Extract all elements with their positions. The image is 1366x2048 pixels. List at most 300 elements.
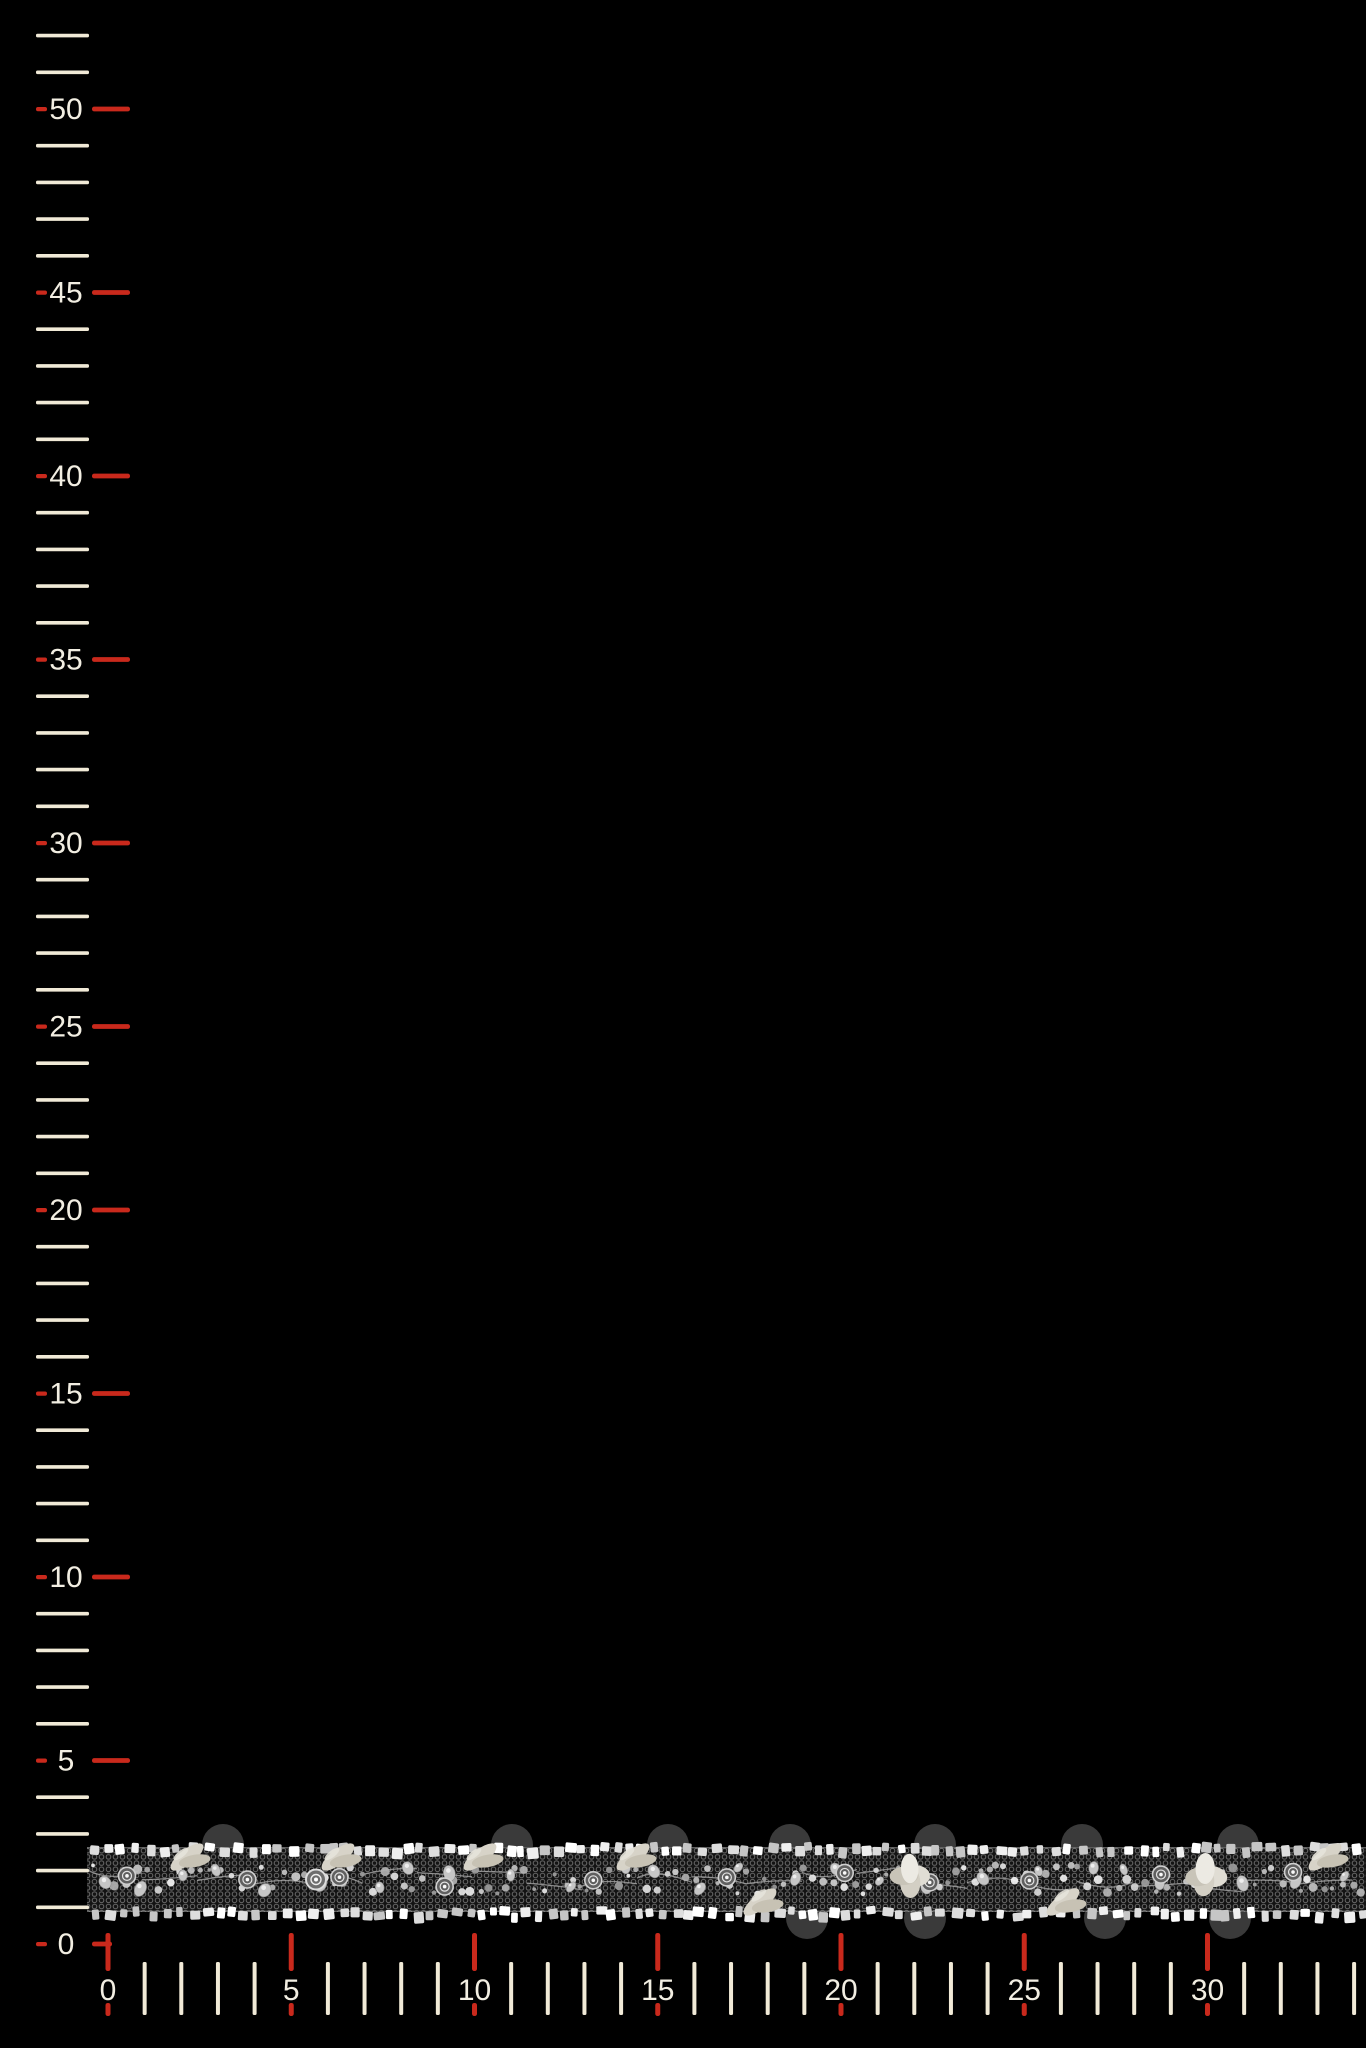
edge-bead [945, 1846, 953, 1857]
edge-bead [981, 1911, 989, 1921]
edge-bead [807, 1909, 818, 1921]
edge-bead [554, 1846, 564, 1857]
bead [259, 1865, 264, 1870]
bead [1060, 1875, 1067, 1882]
edge-bead [283, 1908, 293, 1918]
cm-minor-tick [36, 805, 89, 809]
bead [743, 1868, 749, 1874]
cm-label: 10 [457, 1974, 492, 2007]
edge-bead [711, 1843, 722, 1853]
edge-bead [818, 1912, 828, 1923]
pearl-highlight [1091, 1864, 1095, 1868]
accent-dash-short [36, 1392, 47, 1396]
edge-bead [365, 1845, 375, 1856]
accent-tick-tall [1205, 1933, 1210, 1971]
edge-bead [295, 1910, 306, 1921]
cm-minor-tick [1242, 1962, 1246, 2015]
cm-minor-tick [1279, 1962, 1283, 2015]
cm-minor-tick [36, 144, 89, 148]
bead [401, 1882, 408, 1889]
cm-minor-tick [36, 694, 89, 698]
cm-minor-tick [1132, 1962, 1136, 2015]
edge-bead [373, 1911, 385, 1920]
bead [485, 1884, 493, 1892]
edge-bead [499, 1906, 510, 1916]
edge-bead [131, 1843, 139, 1853]
cm-minor-tick [36, 438, 89, 442]
edge-bead [672, 1846, 682, 1855]
cm-minor-tick [1169, 1962, 1173, 2015]
cm-minor-tick [36, 951, 89, 955]
cm-minor-tick [1096, 1962, 1100, 2015]
pearl-highlight [980, 1874, 984, 1878]
bead [1164, 1884, 1170, 1890]
bead [585, 1889, 589, 1893]
edge-bead [966, 1909, 976, 1918]
edge-bead [1099, 1906, 1109, 1915]
edge-bead [614, 1842, 623, 1853]
edge-bead [739, 1845, 748, 1857]
edge-bead [120, 1909, 128, 1918]
edge-bead [340, 1908, 349, 1917]
accent-dash-short [36, 1942, 47, 1946]
bead [987, 1866, 993, 1872]
cm-minor-tick [36, 1318, 89, 1322]
edge-bead [1176, 1847, 1184, 1858]
edge-bead [1191, 1843, 1201, 1854]
edge-bead [861, 1845, 872, 1856]
edge-bead [227, 1906, 236, 1917]
edge-bead [1273, 1910, 1282, 1919]
cm-minor-tick [36, 548, 89, 552]
edge-bead [1087, 1908, 1097, 1920]
edge-bead [1152, 1847, 1159, 1858]
edge-bead [692, 1906, 704, 1917]
bead [1299, 1889, 1303, 1893]
cm-minor-tick [509, 1962, 513, 2015]
cm-label: 25 [1007, 1974, 1041, 2007]
edge-bead [238, 1911, 248, 1921]
edge-bead [437, 1909, 449, 1919]
cm-label: 40 [49, 460, 83, 494]
edge-bead [581, 1910, 589, 1920]
bead [465, 1887, 474, 1896]
cm-minor-tick [986, 1962, 990, 2015]
edge-bead [511, 1912, 518, 1922]
edge-bead [922, 1846, 933, 1856]
pearl-highlight [405, 1864, 409, 1868]
edge-bead [520, 1907, 531, 1918]
edge-bead [104, 1844, 113, 1853]
edge-bead [1344, 1912, 1356, 1924]
cm-minor-tick [36, 1465, 89, 1469]
edge-bead [1214, 1843, 1221, 1852]
net-band-bottom-edge [87, 1911, 1366, 1912]
cm-minor-tick [326, 1962, 330, 2015]
cm-minor-tick [36, 1649, 89, 1653]
cm-minor-tick [36, 401, 89, 405]
bead [1131, 1883, 1139, 1891]
accent-dash-long [92, 107, 130, 112]
pearl-highlight [508, 1871, 511, 1874]
bead [144, 1867, 150, 1873]
edge-bead [1200, 1908, 1208, 1919]
pearl-highlight [877, 1878, 880, 1881]
bead [1177, 1891, 1181, 1895]
edge-bead [898, 1844, 906, 1853]
edge-bead [1315, 1912, 1325, 1924]
sequin-rosette-center [1028, 1879, 1032, 1883]
edge-bead [413, 1912, 424, 1924]
accent-dash-long [92, 1391, 130, 1396]
edge-bead [490, 1907, 497, 1915]
edge-bead [622, 1907, 630, 1918]
cm-minor-tick [1315, 1962, 1319, 2015]
bead [1116, 1885, 1122, 1891]
pearl-highlight [736, 1864, 739, 1867]
cm-minor-tick [36, 878, 89, 882]
cm-label: 30 [49, 827, 83, 861]
edge-bead [467, 1908, 476, 1917]
bead [520, 1866, 528, 1874]
bead [873, 1868, 878, 1873]
bead [391, 1873, 399, 1881]
edge-bead [1294, 1845, 1304, 1855]
edge-bead [935, 1909, 945, 1917]
edge-bead [788, 1906, 795, 1915]
accent-dash-long [92, 1575, 130, 1580]
pearl-highlight [377, 1884, 380, 1887]
edge-bead [882, 1907, 894, 1917]
pearl-highlight [102, 1878, 106, 1882]
edge-bead [403, 1843, 414, 1855]
edge-bead [605, 1909, 616, 1921]
accent-dash-long [92, 841, 130, 846]
pearl-highlight [446, 1868, 451, 1873]
edge-bead [1331, 1908, 1340, 1919]
bead [945, 1880, 950, 1885]
bead [419, 1875, 426, 1882]
edge-bead [650, 1842, 659, 1853]
cm-minor-tick [36, 1612, 89, 1616]
bead [1350, 1882, 1357, 1889]
edge-bead [517, 1846, 524, 1858]
accent-dash-short [36, 1025, 47, 1029]
cm-minor-tick [399, 1962, 403, 2015]
edge-bead [399, 1908, 408, 1919]
edge-bead [882, 1843, 890, 1852]
sequin-rosette-center [246, 1878, 250, 1882]
edge-bead [838, 1847, 848, 1859]
bead [1303, 1875, 1311, 1883]
edge-bead [600, 1842, 610, 1852]
cm-label: 30 [1190, 1974, 1225, 2007]
bead [1253, 1883, 1257, 1887]
edge-bead [659, 1910, 667, 1920]
edge-bead [728, 1845, 739, 1854]
bead [432, 1890, 436, 1894]
cm-minor-tick [36, 1795, 89, 1799]
cm-minor-tick [36, 1355, 89, 1359]
edge-bead [362, 1911, 373, 1920]
bead [495, 1891, 499, 1895]
pearl-highlight [569, 1883, 572, 1886]
edge-bead [458, 1845, 470, 1855]
sequin-rosette-center [443, 1885, 447, 1889]
cm-minor-tick [36, 34, 89, 38]
cm-minor-tick [36, 1061, 89, 1065]
cm-minor-tick [36, 768, 89, 772]
edge-bead [911, 1843, 920, 1854]
bead [809, 1874, 816, 1881]
edge-bead [1151, 1906, 1160, 1915]
edge-bead [576, 1845, 584, 1853]
bead [819, 1878, 827, 1886]
bead [852, 1881, 859, 1888]
bead [1053, 1863, 1060, 1870]
cm-minor-tick [36, 1832, 89, 1836]
edge-bead [1020, 1846, 1029, 1856]
edge-bead [590, 1845, 599, 1857]
edge-bead [735, 1906, 743, 1918]
edge-bead [840, 1910, 850, 1921]
bead [553, 1872, 557, 1876]
edge-bead [203, 1907, 215, 1916]
edge-bead [1201, 1841, 1212, 1853]
edge-bead [674, 1909, 684, 1918]
bead [282, 1870, 288, 1876]
edge-bead [1037, 1845, 1044, 1854]
cm-label: 20 [49, 1194, 83, 1228]
edge-bead [895, 1910, 903, 1919]
bead [633, 1867, 638, 1872]
cm-label: 25 [49, 1010, 83, 1044]
cm-label: 20 [824, 1974, 858, 2007]
bead [502, 1884, 509, 1891]
pearl-highlight [1036, 1868, 1039, 1871]
bead [1083, 1882, 1091, 1890]
cm-minor-tick [1059, 1962, 1063, 2015]
edge-bead [923, 1906, 932, 1917]
edge-bead [1233, 1908, 1241, 1919]
edge-bead [1062, 1843, 1071, 1854]
edge-bead [1265, 1843, 1276, 1852]
edge-bead [1161, 1909, 1169, 1920]
edge-bead [160, 1847, 171, 1858]
edge-bead [1107, 1847, 1114, 1857]
accent-tick-tall [839, 1933, 844, 1971]
accent-dash-long [92, 1208, 130, 1213]
edge-bead [697, 1847, 707, 1856]
edge-bead [132, 1906, 140, 1917]
bead [1141, 1879, 1149, 1887]
accent-tick-tall [1022, 1933, 1027, 1971]
cm-minor-tick [36, 511, 89, 515]
cm-minor-tick [36, 1869, 89, 1873]
cm-minor-tick [36, 1135, 89, 1139]
edge-bead [249, 1847, 257, 1858]
edge-bead [190, 1911, 200, 1920]
bead [1154, 1889, 1159, 1894]
edge-bead [308, 1908, 319, 1919]
accent-tick-tall [472, 1933, 477, 1971]
edge-bead [1079, 1846, 1088, 1855]
edge-bead [725, 1913, 734, 1921]
accent-dash-short [36, 107, 47, 111]
edge-bead [571, 1908, 578, 1917]
sequin-rosette-center [725, 1876, 729, 1880]
edge-bead [1112, 1909, 1124, 1918]
cm-label: 45 [49, 276, 83, 310]
edge-bead [217, 1907, 226, 1919]
cm-minor-tick [36, 1539, 89, 1543]
edge-bead [425, 1911, 433, 1920]
rhinestone-rosette-center [314, 1878, 318, 1882]
cm-label: 0 [57, 1928, 75, 1962]
cm-minor-tick [36, 1685, 89, 1689]
pearl-highlight [697, 1885, 701, 1889]
edge-bead [854, 1909, 861, 1918]
accent-tick-tall [106, 1933, 111, 1971]
accent-dash-long [92, 474, 130, 479]
bead [861, 1891, 866, 1896]
cm-minor-tick [36, 254, 89, 258]
cm-minor-tick [36, 1906, 89, 1910]
cm-label: 5 [57, 1744, 75, 1778]
bead [542, 1888, 547, 1893]
bead [381, 1867, 390, 1876]
edge-bead [951, 1907, 963, 1919]
cm-minor-tick [1352, 1962, 1356, 2015]
bead [1228, 1863, 1237, 1872]
edge-bead [1351, 1843, 1362, 1856]
cm-label: 0 [99, 1974, 117, 2007]
bead [781, 1882, 786, 1887]
cm-minor-tick [582, 1962, 586, 2015]
bead [1094, 1875, 1103, 1884]
accent-dash-long [92, 1758, 130, 1763]
edge-bead [164, 1909, 172, 1919]
bead [1262, 1869, 1267, 1874]
cm-minor-tick [36, 1428, 89, 1432]
edge-bead [540, 1845, 550, 1855]
edge-bead [233, 1842, 244, 1853]
accent-dash-short [36, 841, 47, 845]
bead [682, 1874, 690, 1882]
edge-bead [1124, 1846, 1133, 1854]
edge-bead [768, 1842, 780, 1853]
bead [1322, 1886, 1328, 1892]
pearl-highlight [1342, 1873, 1345, 1876]
bead [479, 1889, 484, 1894]
edge-bead [1251, 1842, 1262, 1852]
edge-bead [1247, 1907, 1256, 1919]
bead [665, 1871, 671, 1877]
bead [229, 1873, 235, 1879]
bead [91, 1863, 95, 1867]
pearl-highlight [833, 1865, 837, 1869]
edge-bead [204, 1842, 215, 1851]
edge-bead [815, 1845, 822, 1855]
edge-bead [1007, 1847, 1017, 1857]
cm-label: 35 [49, 643, 83, 677]
edge-bead [910, 1911, 922, 1921]
cm-label: 15 [49, 1377, 83, 1411]
bead [207, 1868, 211, 1872]
edge-bead [114, 1844, 125, 1855]
cm-minor-tick [766, 1962, 770, 2015]
cm-label: 15 [641, 1974, 675, 2007]
bead [800, 1864, 807, 1871]
bead [409, 1886, 415, 1892]
accent-dash-short [36, 1759, 47, 1763]
edge-bead [1123, 1911, 1130, 1920]
bead [532, 1887, 536, 1891]
edge-bead [1171, 1912, 1180, 1922]
accent-dash-long [92, 657, 130, 662]
accent-tick-tall [655, 1933, 660, 1971]
edge-bead [872, 1847, 881, 1856]
edge-bead [1052, 1847, 1062, 1857]
pearl-highlight [213, 1866, 216, 1869]
cm-minor-tick [36, 1172, 89, 1176]
bead [1103, 1888, 1112, 1897]
bead [1357, 1888, 1365, 1896]
bead [762, 1877, 767, 1882]
edge-bead [980, 1845, 989, 1854]
bead [952, 1868, 960, 1876]
bead [884, 1872, 888, 1876]
bead [1280, 1880, 1287, 1887]
bead [360, 1872, 365, 1877]
pearl-highlight [793, 1875, 797, 1879]
edge-bead [795, 1846, 805, 1856]
edge-bead [635, 1908, 643, 1919]
edge-bead [1262, 1911, 1269, 1922]
edge-bead [451, 1907, 463, 1917]
pearl [507, 1869, 515, 1881]
bead [1000, 1863, 1006, 1869]
bead [1268, 1865, 1274, 1871]
edge-bead [477, 1909, 486, 1920]
bead [1330, 1886, 1334, 1890]
cm-minor-tick [36, 731, 89, 735]
edge-bead [507, 1845, 518, 1857]
cm-minor-tick [546, 1962, 550, 2015]
pearl-highlight [180, 1872, 184, 1876]
bead [167, 1879, 175, 1887]
edge-bead [90, 1845, 100, 1855]
cm-minor-tick [619, 1962, 623, 2015]
edge-bead [176, 1907, 183, 1917]
edge-bead [272, 1844, 281, 1852]
edge-bead [967, 1844, 978, 1855]
edge-bead [149, 1911, 157, 1921]
bead [672, 1869, 678, 1875]
edge-bead [1134, 1908, 1141, 1918]
edge-bead [645, 1908, 654, 1918]
cm-minor-tick [363, 1962, 367, 2015]
edge-bead [1281, 1845, 1291, 1857]
edge-bead [1095, 1847, 1103, 1858]
bead [596, 1889, 602, 1895]
cm-minor-tick [36, 1098, 89, 1102]
bead [155, 1886, 163, 1894]
pearl-highlight [261, 1885, 266, 1890]
cm-label: 10 [49, 1561, 83, 1595]
bead [840, 1883, 848, 1891]
cm-minor-tick [36, 915, 89, 919]
